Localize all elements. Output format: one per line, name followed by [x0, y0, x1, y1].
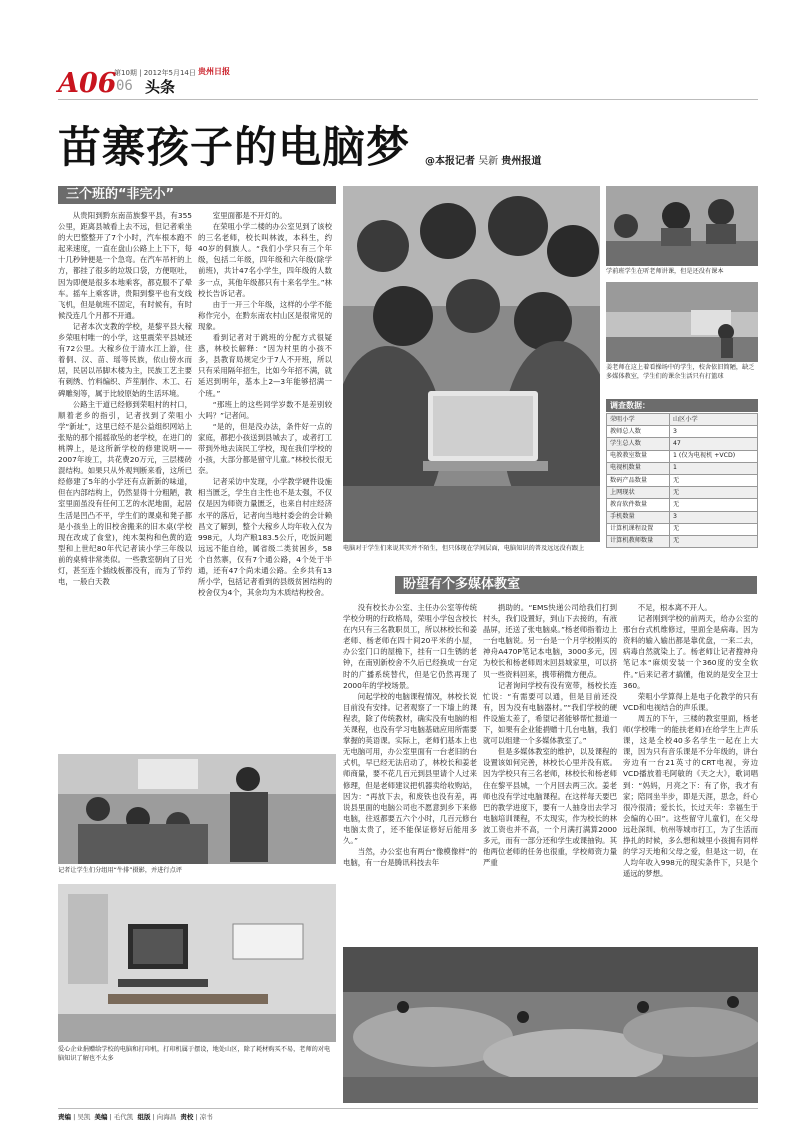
survey-table	[606, 413, 758, 548]
table-row	[607, 450, 758, 462]
bottom-right-photo	[343, 947, 758, 1103]
table-row	[607, 414, 758, 426]
preschool-class-image	[606, 186, 758, 266]
footer-divider	[58, 1108, 758, 1109]
paragraph: 没有校长办公室、主任办公室等传统学校分明的行政格局，荣咀小学包含校长在内只有三名教职员工，所以林校长和姜老师、杨老师在四十间20平米的小屋，办公室门口的屋檐下，挂有一口生锈的老钟，在南别新校舍不久后已经换成一台定时的广播系统替代，但是它仍然再现了2000年的学校场景。	[343, 603, 477, 690]
table-row	[607, 535, 758, 547]
paragraph: 问起学校的电脑课程情况，林校长说目前没有安排。记者观察了一下墙上的课程表，除了传统教材，确实没有电脑的相关课程，也没有学习电脑基础应用所需要掌握的英语课。实际上，老师们基本上也无电脑可用，办公室里面有一台老旧的台式机，早已经无法启动了，林校长和姜老师商量，要不花几百元到县里请个人过来修理，但是老师建议把机器卖给收购站，因为：“再放下去，和废铁也没有差，再说县里面的电脑公司也不愿意到乡下来修电脑，往返都要五六个小时，几百元修台电脑太贵了，还不能保证修好后能用多久。”	[343, 691, 477, 845]
text-column-3	[343, 602, 477, 942]
byline-suffix: 贵州报道	[501, 156, 542, 167]
paragraph: 荣咀小学算得上是电子化教学的只有VCD和电视结合的声乐课。	[623, 691, 758, 712]
survey-value: 3	[670, 426, 758, 438]
survey-label: 教育软件数量	[607, 499, 670, 511]
lower-left-caption: 记者让学生们分组用“牛排”摄影，并进行点评	[58, 867, 182, 874]
paragraph: 记者刚到学校的前两天，给办公室的那台台式机维修过，里面全是病毒。因为资料的输入输出都是靠优盘，一来二去，病毒自然就染上了。杨老师让记者搜神舟笔记本“麻烦安装一个360度的安全软件。”后来记者才搞懂，他说的是安全卫士360。	[623, 614, 758, 690]
paragraph: 在荣咀小学二楼的办公室见到了该校的三名老师，校长叫林波，本科生，约40岁的侗族人。“我们小学只有三个年级，包括二年级，四年级和六年级(除学前班)，共计47名小学生，四年级的人数多一点，其他年级都只有十来名学生。”林校长告诉记者。	[198, 222, 332, 298]
text-column-2	[198, 210, 332, 746]
footer-value: 吴凯	[77, 1113, 91, 1121]
paragraph: “那班上的这些同学岁数不是差别较大吗？”记者问。	[198, 399, 332, 420]
survey-value: 无	[670, 523, 758, 535]
section-1-title: 三个班的“非完小”	[58, 186, 336, 204]
donated-computer-image	[58, 884, 336, 1042]
article-title: 苗寨孩子的电脑梦	[58, 123, 410, 173]
survey-value: 无	[670, 499, 758, 511]
paragraph: 由于一开三个年级，这样的小学不能称作完小，在黔东南农村山区是很常见的现象。	[198, 299, 332, 331]
footer-value: 凉书	[199, 1113, 213, 1121]
table-row	[607, 523, 758, 535]
issue-info: 第10期 | 2012年5月14日	[114, 69, 196, 77]
survey-value: 无	[670, 535, 758, 547]
paragraph: 从贵阳到黔东南苗族黎平县，有355公里，距离县城看上去不远，但记者乘坐的大巴整整开了7个小时，汽车根本跑不起来速度，一直在盘山公路上上下下，每十几秒钟便是一个急弯。在汽车吊杆的上方，都挂了很多的垃圾口袋，方便呕吐，因为即便是很多本地乘客，都克服不了晕车。摇车上乘客讲，贵阳到黎平也有支线飞机，但是航班不固定，有时候有，有时候没连几个月都不开通。	[58, 211, 192, 320]
byline-names: 吴新	[478, 156, 499, 167]
survey-label: 电教教室数量	[607, 450, 670, 462]
paragraph: 但是多媒体教室的维护，以及课程的设置该如何完善，林校长心里并没有底。因为学校只有三名老师，林校长和杨老师住在黎平县城，一个月回去两三次。姜老师也没有学过电脑课程。在这样每天要巴巴的教学进度下，要有一人抽身出去学习电脑培训课程，不太现实，作为校长的林波工资也并不高，一个月满打满算2000多元，而有一部分还和学生或课抽钩。其他两位老师的任务也很重，学校师资力量严重	[483, 747, 617, 868]
paragraph: 当然，办公室也有两台“像模像样”的电脑，有一台是腾讯科技去年	[343, 847, 477, 868]
village-rocks-image	[343, 947, 758, 1103]
table-row	[607, 474, 758, 486]
school-yard-image	[606, 282, 758, 362]
main-photo-caption: 电脑对于学生们来说其实并不陌生，但只体现在学间层面，电脑知识的普及远远没有跟上	[343, 545, 585, 552]
top-right-caption: 学前班学生在听老师讲课，但是还没有课本	[606, 268, 724, 275]
reporter-with-students-image	[58, 754, 336, 864]
survey-value: 无	[670, 474, 758, 486]
survey-label: 计算机教师数量	[607, 535, 670, 547]
bottom-left-photo	[58, 884, 336, 1042]
footer-label: 组版	[137, 1113, 151, 1121]
paragraph: 看到记者对于跳班的分配方式很疑惑，林校长解释：“因为村里的小孩不多，县教育局规定少于7人不开班，所以只有采用隔年招生，比如今年招不满，就延迟到明年，基本上2—3年能够招满一个班。”	[198, 333, 332, 398]
byline	[425, 152, 541, 167]
students-at-laptop-image	[343, 186, 600, 542]
table-row	[607, 462, 758, 474]
table-row	[607, 499, 758, 511]
survey-label: 上网现状	[607, 487, 670, 499]
byline-prefix: @本报记者	[425, 156, 475, 167]
section-title: 头条	[145, 78, 176, 96]
survey-value: 无	[670, 487, 758, 499]
header-divider	[58, 99, 758, 100]
text-column-4	[483, 602, 617, 942]
survey-label: 手机数量	[607, 511, 670, 523]
footer-value: 毛代凯	[113, 1113, 134, 1121]
footer-label: 责编	[58, 1113, 71, 1121]
paragraph: 记者本次支教的学校，是黎平县大稼乡荣咀村唯一的小学，这里震荣平县城还有72公里。大稼乡位于清水江上游，住着侗、汉、苗、瑶等民族，依山傍水而居，民居以吊脚木楼为主，民族工艺主要有刺绣、竹料编织、芦笙制作、木工、石碑雕刻等，属于比较原始的生活环境。	[58, 321, 192, 398]
paragraph: 室里面都是不开灯的。	[212, 211, 287, 220]
table-row	[607, 487, 758, 499]
paragraph: 捐助的。“EMS快递公司给我们打到村头，我们设置好，到山下去接的，有液晶屏，还送了张电脑桌。”杨老师指着边上一台电脑说。另一台是一个月学校刚买的神舟A470P笔记本电脑，3000多元，因为校长和杨老师周末回县城家里，可以挤贝一些资料回来，携带稍微方便点。	[483, 603, 617, 679]
footer-credits: 责编 | 吴凯 美编 | 毛代凯 组版 | 向海昌 责校 | 凉书	[58, 1113, 213, 1121]
paragraph: 公路主干道已经修到荣咀村的村口，顺着老乡的指引，记者找到了荣咀小学“新址”，这里已经不是公益组织网站上张贴的那个摇摇欲坠的老学校，在进门的桃牌上，是这所新学校的修建说明——2007年竣工，共花费20万元，三层楼砖混结构。如果只从外观判断来看，这所已经修建了5年的小学还有点新新的味道，但在内部结构上，仍然显得十分粗陋，教室里面虽没有任何工艺的水泥地面，起居生活是凹凸不平，学生们的课桌和凳子都是小孩坐上的旧校舍搬来的旧木桌(学校现在改成了食堂)，纯木架构和色黄的造型和上世纪80年代记者读小学三年级以前的桌椅非常类似。一些教室朝向了日光灯，甚至连个插线板都没有，而为了节约电，一般白天教	[58, 399, 192, 587]
table-row	[607, 438, 758, 450]
main-photo	[343, 186, 600, 542]
survey-value: 3	[670, 511, 758, 523]
mid-right-caption: 姜老师在这上着看操场中的学生，校舍依旧简陋，缺乏多媒体教室，学生们的课余生活只有打篮球	[606, 364, 755, 380]
bottom-left-caption: 爱心企业捐赠给学校的电脑和打印机，打印机属于摆设，地处山区，除了耗材购买不易，老师的对电脑知识了解也不太多	[58, 1046, 331, 1062]
survey-label: 电视机数量	[607, 462, 670, 474]
paragraph: “是的，但是没办法，条件好一点的家庭，都把小孩送到县城去了，或者打工带到外地去读民工学校，现在我们学校的小孩，大部分都是留守儿童。”林校长很无奈。	[198, 421, 332, 476]
footer-label: 责校	[180, 1113, 194, 1121]
table-row	[607, 426, 758, 438]
section-2-title: 盼望有个多媒体教室	[395, 576, 757, 594]
footer-value: 向海昌	[156, 1113, 177, 1121]
survey-label: 数码产品数量	[607, 474, 670, 486]
survey-label: 计算机课程设置	[607, 523, 670, 535]
survey-value: 山区小学	[670, 414, 758, 426]
paragraph: 周五的下午，三楼的教室里面，杨老师(学校唯一的能扶老师)在给学生上声乐课，这是全校40多名学生一起在上大课，因为只有音乐课是不分年级的，讲台旁边有一台21英寸的CRT电视，旁边VCD播放着毛阿敏的《天之大》，歌词唱到：“妈妈，月亮之下：有了你，我才有家；陪同坐半步，即是天涯，思念，纤心很冷很清；爱长长，长过天年：幸福生于会编的心田”。这些留守儿童们，在父母远赴深圳、杭州等城市打工，为了生活而挣扎的时候，多么想和城里小孩拥有同样的学习天地和父母之爱，但是这一切，在人均年收入998元的现实条件下，只是个遥远的梦想。	[623, 713, 758, 879]
lower-left-photo	[58, 754, 336, 864]
top-right-photo	[606, 186, 758, 266]
table-row	[607, 511, 758, 523]
mid-right-photo	[606, 282, 758, 362]
paragraph: 不足，根本离不开人。	[637, 603, 712, 612]
survey-label: 教师总人数	[607, 426, 670, 438]
page-number: A06	[58, 68, 117, 99]
survey-label: 学生总人数	[607, 438, 670, 450]
survey-label: 荣咀小学	[607, 414, 670, 426]
footer-label: 美编	[94, 1113, 108, 1121]
text-column-5	[623, 602, 758, 942]
survey-value: 1	[670, 462, 758, 474]
section-number: 06	[116, 78, 133, 94]
survey-title: 调查数据：	[606, 399, 758, 412]
text-column-1	[58, 210, 192, 746]
paragraph: 记者询问学校有没有宽带，杨校长连忙说：“有需要可以通，但是目前还没有，因为没有电脑器材。”“我们学校的硬件设施太差了，希望记者能够帮忙报道一下，如果有企业能捐赠十几台电脑，我们就可以组建一个多媒体教室了。”	[483, 680, 617, 746]
paragraph: 记者采访中发现，小学教学硬件设施相当匮乏，学生自主性也不是太强，不仅仅是因为师资力量匮乏，也来自村庄经济水平的落后，记者向当地村委会的会计赖昌文了解到，整个大稼乡人均年收入仅为998元，人均产粮183.5公斤，吃饭问题远远不能自给，属省级二类贫困乡，58个自然寨，仅有7个通公路，4个处于半通，还有47个尚未通公路。全乡共有13所小学，包括记者看到的县级贫困结构的校舍仅为4个，其余均为木质结构校舍。	[198, 477, 332, 598]
survey-value: 47	[670, 438, 758, 450]
newspaper-logo: 贵州日报	[198, 67, 230, 76]
survey-value: 1 (仅为电视机 +VCD)	[670, 450, 758, 462]
